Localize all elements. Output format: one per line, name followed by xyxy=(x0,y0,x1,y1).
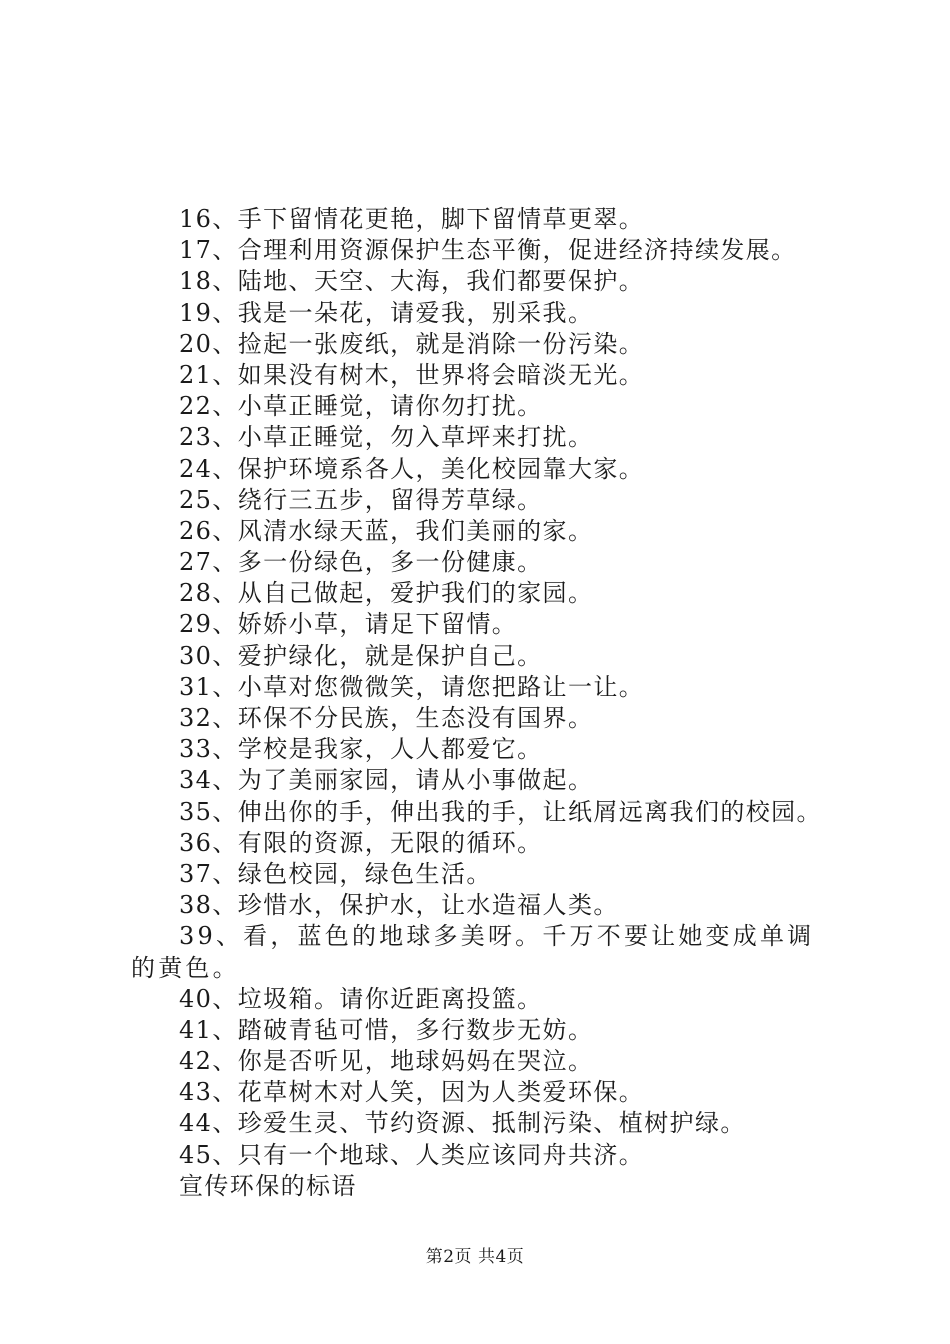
slogan-25: 25、绕行三五步，留得芳草绿。 xyxy=(179,485,543,514)
slogan-28: 28、从自己做起，爱护我们的家园。 xyxy=(179,579,594,608)
slogan-38: 38、珍惜水，保护水，让水造福人类。 xyxy=(179,891,619,920)
slogan-21: 21、如果没有树木，世界将会暗淡无光。 xyxy=(179,360,645,389)
section-heading: 宣传环保的标语 xyxy=(179,1171,357,1200)
slogan-44: 44、珍爱生灵、节约资源、抵制污染、植树护绿。 xyxy=(179,1109,746,1138)
slogan-16: 16、手下留情花更艳，脚下留情草更翠。 xyxy=(179,205,645,233)
slogan-23: 23、小草正睡觉，勿入草坪来打扰。 xyxy=(179,423,594,452)
slogan-33: 33、学校是我家，人人都爱它。 xyxy=(179,735,543,764)
slogan-27: 27、多一份绿色，多一份健康。 xyxy=(179,548,543,577)
slogan-list xyxy=(131,204,831,1202)
slogan-40: 40、垃圾箱。请你近距离投篮。 xyxy=(179,984,543,1013)
slogan-34: 34、为了美丽家园，请从小事做起。 xyxy=(179,766,594,795)
slogan-31: 31、小草对您微微笑，请您把路让一让。 xyxy=(179,672,645,701)
slogan-45: 45、只有一个地球、人类应该同舟共济。 xyxy=(179,1140,645,1169)
slogan-19: 19、我是一朵花，请爱我，别采我。 xyxy=(179,298,594,327)
slogan-30: 30、爱护绿化，就是保护自己。 xyxy=(179,641,543,670)
slogan-26: 26、风清水绿天蓝，我们美丽的家。 xyxy=(179,516,594,545)
slogan-17: 17、合理利用资源保护生态平衡，促进经济持续发展。 xyxy=(179,236,797,265)
slogan-18: 18、陆地、天空、大海，我们都要保护。 xyxy=(179,267,645,296)
slogan-36: 36、有限的资源，无限的循环。 xyxy=(179,828,543,857)
slogan-29: 29、娇娇小草，请足下留情。 xyxy=(179,610,518,639)
slogan-24: 24、保护环境系各人，美化校园靠大家。 xyxy=(179,454,645,483)
page-number-footer: 第2页 共4页 xyxy=(425,1247,525,1267)
slogan-32: 32、环保不分民族，生态没有国界。 xyxy=(179,704,594,732)
slogan-41: 41、踏破青毡可惜，多行数步无妨。 xyxy=(179,1015,594,1044)
slogan-35: 35、伸出你的手，伸出我的手，让纸屑远离我们的校园。 xyxy=(179,797,822,826)
slogan-22: 22、小草正睡觉，请你勿打扰。 xyxy=(179,392,543,421)
slogan-43: 43、花草树木对人笑，因为人类爱环保。 xyxy=(179,1078,645,1107)
slogan-20: 20、捡起一张废纸，就是消除一份污染。 xyxy=(179,329,645,358)
slogan-39: 39、看，蓝色的地球多美呀。千万不要让她变成单调的黄色。 xyxy=(131,922,815,982)
slogan-37: 37、绿色校园，绿色生活。 xyxy=(179,859,492,888)
slogan-42: 42、你是否听见，地球妈妈在哭泣。 xyxy=(179,1047,594,1076)
